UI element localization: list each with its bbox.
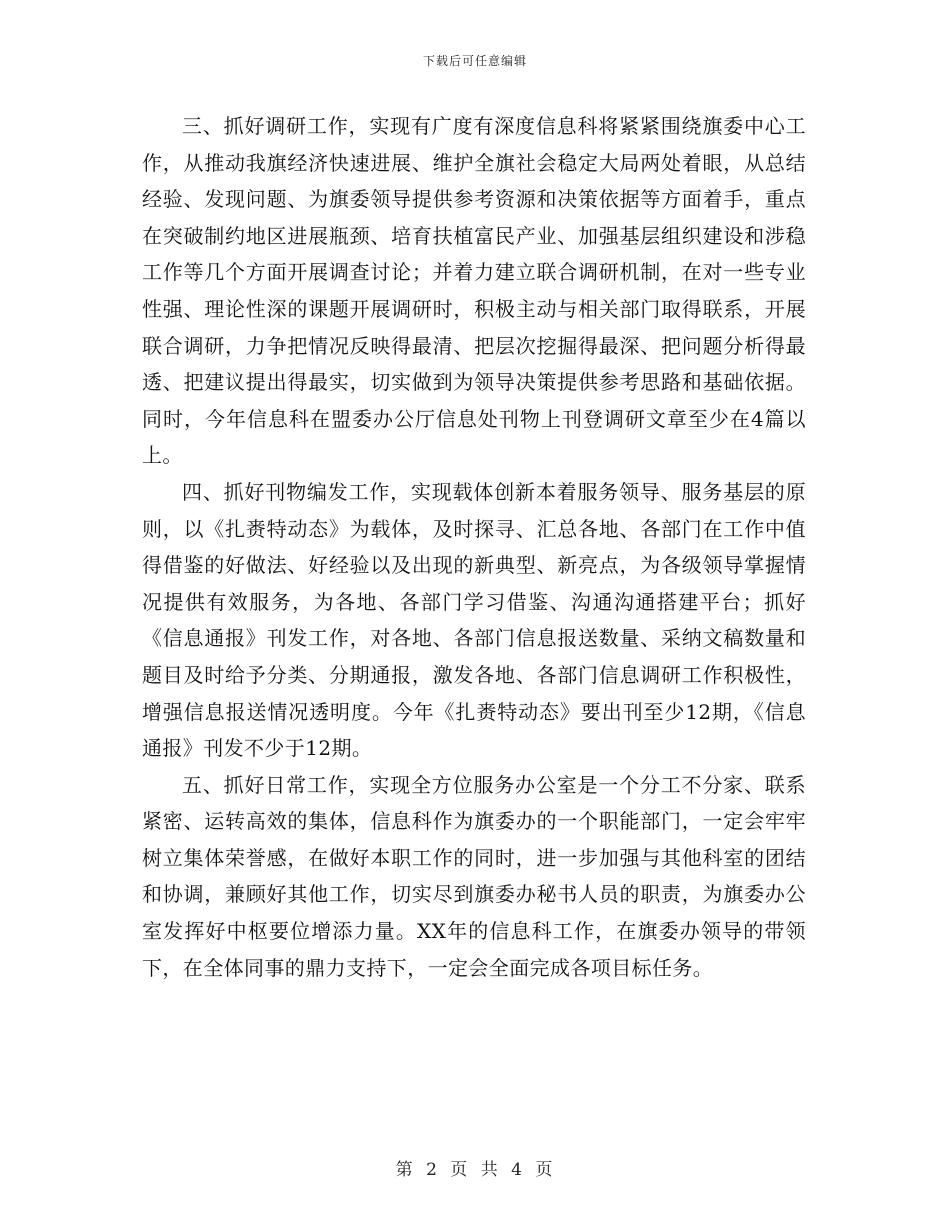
page-number-footer: 第 2 页 共 4 页 — [395, 1160, 555, 1180]
paragraph-research: 三、抓好调研工作，实现有广度有深度信息科将紧紧围绕旗委中心工作，从推动我旗经济快速进展、维护全旗社会稳定大局两处着眼，从总结经验、发现问题、为旗委领导提供参考资源和决策依据等方面着手，重点在突破制约地区进展瓶颈、培育扶植富民产业、加强基层组织建设和涉稳工作等几个方面开展调查讨论；并着力建立联合调研机制，在对一些专业性强、理论性深的课题开展调研时，积极主动与相关部门取得联系，开展联合调研，力争把情况反映得最清、把层次挖掘得最深、把问题分析得最透、把建议提出得最实，切实做到为领导决策提供参考思路和基础依据。同时，今年信息科在盟委办公厅信息处刊物上刊登调研文章至少在4篇以上。 — [142, 114, 806, 468]
document-body — [142, 108, 806, 986]
page-header: 下载后可任意编辑 — [422, 54, 527, 68]
paragraph-daily-work: 五、抓好日常工作，实现全方位服务办公室是一个分工不分家、联系紧密、运转高效的集体，信息科作为旗委办的一个职能部门，一定会牢牢树立集体荣誉感，在做好本职工作的同时，进一步加强与其他科室的团结和协调，兼顾好其他工作，切实尽到旗委办秘书人员的职责，为旗委办公室发挥好中枢要位增添力量。XX年的信息科工作，在旗委办领导的带领下，在全体同事的鼎力支持下，一定会全面完成各项目标任务。 — [142, 772, 806, 980]
paragraph-publication: 四、抓好刊物编发工作，实现载体创新本着服务领导、服务基层的原则，以《扎赉特动态》为载体，及时探寻、汇总各地、各部门在工作中值得借鉴的好做法、好经验以及出现的新典型、新亮点，为各级领导掌握情况提供有效服务，为各地、各部门学习借鉴、沟通沟通搭建平台；抓好《信息通报》刊发工作，对各地、各部门信息报送数量、采纳文稿数量和题目及时给予分类、分期通报，激发各地、各部门信息调研工作积极性，增强信息报送情况透明度。今年《扎赉特动态》要出刊至少12期，《信息通报》刊发不少于12期。 — [142, 479, 806, 761]
